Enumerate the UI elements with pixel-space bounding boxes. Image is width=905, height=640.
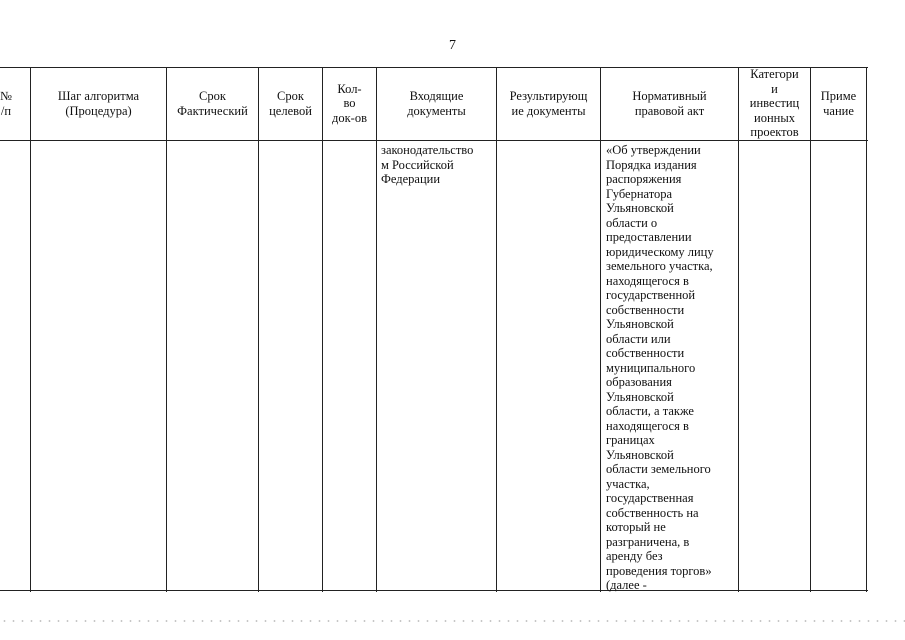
header-input-line2: документы (407, 103, 466, 118)
legal-act-line: юридическому лицу (606, 244, 714, 259)
header-actual-line1: Срок (199, 89, 226, 103)
legal-act-line: разграничена, в (606, 534, 690, 549)
header-note (811, 67, 866, 140)
input-docs-line: Федерации (381, 172, 441, 186)
input-docs-line: законодательство (381, 143, 474, 157)
header-step (31, 67, 166, 140)
legal-act-line: области земельного (606, 462, 711, 476)
header-step-line1: Шаг алгоритма (57, 89, 140, 103)
legal-act-line: проведения торгов» (606, 563, 712, 578)
legal-act-line: области о (606, 215, 658, 230)
column-divider (810, 67, 811, 592)
header-target-line2: целевой (269, 103, 312, 118)
column-divider (600, 67, 601, 592)
header-input-docs (377, 67, 496, 140)
header-result-docs (497, 67, 600, 140)
cell-legal-act (606, 143, 737, 593)
header-cat-line4: ионных (754, 110, 795, 125)
legal-act-line: Ульяновской (606, 317, 674, 331)
column-divider (738, 67, 739, 592)
legal-act-line: Ульяновской (606, 201, 674, 215)
header-number-line2: /п (0, 103, 12, 118)
header-number-line1: № (0, 89, 12, 103)
legal-act-line: государственная (606, 491, 694, 505)
legal-act-line: земельного участка, (606, 259, 713, 273)
column-divider (258, 67, 259, 592)
header-result-line1: Результирующ (509, 89, 588, 103)
column-divider (30, 67, 31, 592)
header-legal-act (601, 67, 738, 140)
table-right-border (866, 67, 867, 592)
legal-act-line: границах (606, 433, 655, 447)
algorithm-table (0, 67, 868, 592)
legal-act-line: области, а также (606, 404, 694, 418)
header-categories (739, 67, 810, 140)
legal-act-line: собственности (606, 346, 685, 360)
legal-act-line: собственности (606, 302, 685, 317)
header-target-line1: Срок (277, 89, 304, 103)
legal-act-line: государственной (606, 288, 696, 302)
legal-act-line: Порядка издания (606, 157, 697, 172)
column-divider (376, 67, 377, 592)
legal-act-line: Губернатора (606, 186, 673, 201)
column-divider (496, 67, 497, 592)
header-target-term (259, 67, 322, 140)
column-divider (166, 67, 167, 592)
legal-act-line: образования (606, 375, 672, 389)
header-result-line2: ие документы (511, 103, 586, 118)
header-count-line2: во (343, 96, 356, 111)
cell-input-docs (381, 143, 495, 187)
header-actual-line2: Фактический (177, 103, 248, 118)
legal-act-line: аренду без (606, 549, 663, 563)
header-act-line1: Нормативный (632, 89, 707, 103)
header-note-line1: Приме (820, 89, 857, 103)
legal-act-line: области или (606, 331, 671, 346)
legal-act-line: распоряжения (606, 172, 682, 186)
header-count-line1: Кол- (337, 81, 362, 96)
header-cat-line3: инвестиц (749, 96, 800, 111)
legal-act-line: собственность на (606, 505, 699, 520)
header-cat-line1: Категори (750, 67, 799, 82)
header-actual-term (167, 67, 258, 140)
column-divider (322, 67, 323, 592)
scan-noise-strip (0, 618, 905, 624)
header-act-line2: правовой акт (634, 103, 705, 118)
header-step-line2: (Процедура) (65, 103, 132, 118)
header-cat-line5: проектов (750, 125, 799, 140)
header-count-line3: док-ов (332, 110, 367, 125)
input-docs-line: м Российской (381, 157, 454, 172)
page-number: 7 (449, 38, 456, 53)
legal-act-line: находящегося в (606, 418, 689, 433)
header-doc-count (323, 67, 376, 140)
legal-act-line: который не (606, 520, 666, 534)
legal-act-line: (далее - (606, 578, 647, 592)
legal-act-line: предоставлении (606, 230, 692, 244)
legal-act-line: находящегося в (606, 273, 689, 288)
header-note-line2: чание (823, 103, 854, 118)
header-cat-line2: и (771, 81, 778, 96)
legal-act-line: «Об утверждении (606, 143, 701, 157)
legal-act-line: участка, (606, 476, 650, 491)
legal-act-line: Ульяновской (606, 447, 674, 462)
legal-act-line: Ульяновской (606, 389, 674, 404)
header-number (0, 67, 30, 140)
legal-act-line: муниципального (606, 360, 696, 375)
header-input-line1: Входящие (409, 89, 464, 103)
